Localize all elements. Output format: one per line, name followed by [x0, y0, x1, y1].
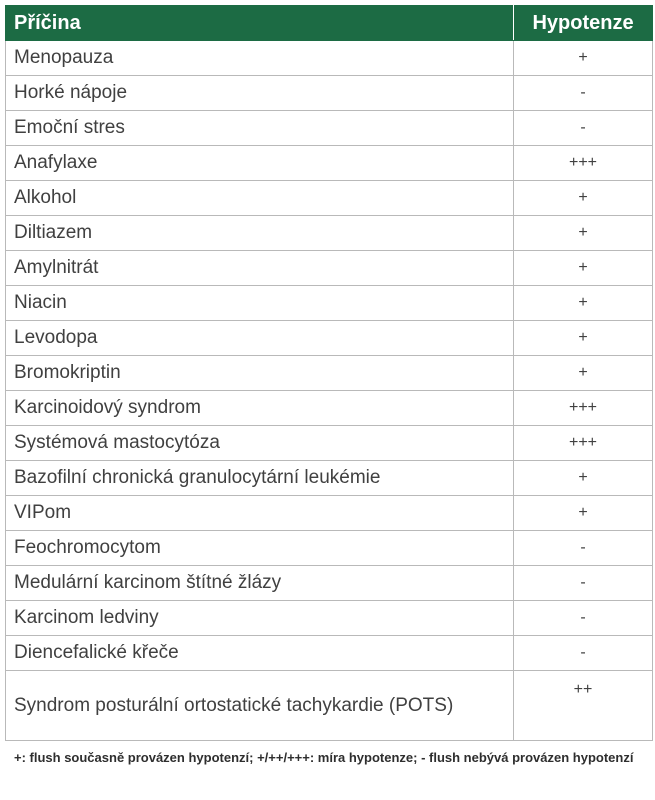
- hypotension-cell: +++: [514, 426, 653, 461]
- cause-cell: Anafylaxe: [6, 146, 514, 181]
- cause-cell: Levodopa: [6, 321, 514, 356]
- table-row: [6, 461, 653, 496]
- header-cause: Příčina: [6, 6, 514, 41]
- hypotension-cell: -: [514, 566, 653, 601]
- table-row: [6, 496, 653, 531]
- table-row: [6, 601, 653, 636]
- cause-cell: Amylnitrát: [6, 251, 514, 286]
- table-row: [6, 671, 653, 741]
- cause-cell: Diltiazem: [6, 216, 514, 251]
- hypotension-cell: -: [514, 601, 653, 636]
- hypotension-cell: +: [514, 216, 653, 251]
- table-row: [6, 76, 653, 111]
- cause-cell: Horké nápoje: [6, 76, 514, 111]
- cause-cell: Feochromocytom: [6, 531, 514, 566]
- hypotension-cell: +: [514, 496, 653, 531]
- hypotension-cell: +: [514, 41, 653, 76]
- cause-cell: Niacin: [6, 286, 514, 321]
- cause-cell: VIPom: [6, 496, 514, 531]
- table-row: [6, 566, 653, 601]
- table-row: [6, 321, 653, 356]
- cause-cell: Syndrom posturální ortostatické tachykardie (POTS): [6, 671, 514, 741]
- cause-cell: Karcinom ledviny: [6, 601, 514, 636]
- hypotension-cell: -: [514, 636, 653, 671]
- hypotension-cell: +: [514, 461, 653, 496]
- hypotension-cell: +: [514, 356, 653, 391]
- hypotension-cell: -: [514, 111, 653, 146]
- cause-cell: Bromokriptin: [6, 356, 514, 391]
- cause-cell: Medulární karcinom štítné žlázy: [6, 566, 514, 601]
- hypotension-cell: +: [514, 181, 653, 216]
- table-row: [6, 181, 653, 216]
- hypotension-cell: -: [514, 76, 653, 111]
- header-hypotension: Hypotenze: [514, 6, 653, 41]
- hypotension-cell: +: [514, 321, 653, 356]
- hypotension-cell: -: [514, 531, 653, 566]
- table-row: [6, 636, 653, 671]
- hypotension-cell: ++: [514, 671, 653, 741]
- table-row: [6, 111, 653, 146]
- cause-cell: Alkohol: [6, 181, 514, 216]
- table-row: [6, 286, 653, 321]
- table-row: [6, 356, 653, 391]
- cause-cell: Bazofilní chronická granulocytární leukémie: [6, 461, 514, 496]
- table-row: [6, 41, 653, 76]
- table-row: [6, 146, 653, 181]
- table-footnote: +: flush současně provázen hypotenzí; +/++/+++: míra hypotenze; - flush nebývá provázen hypotenzí: [14, 750, 634, 765]
- table-header-row: [6, 6, 653, 41]
- hypotension-cell: +: [514, 286, 653, 321]
- hypotension-cell: +: [514, 251, 653, 286]
- cause-cell: Systémová mastocytóza: [6, 426, 514, 461]
- table-row: [6, 391, 653, 426]
- table-row: [6, 216, 653, 251]
- hypotension-cell: +++: [514, 146, 653, 181]
- hypotension-cell: +++: [514, 391, 653, 426]
- cause-cell: Menopauza: [6, 41, 514, 76]
- table-row: [6, 251, 653, 286]
- table-row: [6, 426, 653, 461]
- flush-causes-table: [5, 5, 653, 741]
- cause-cell: Diencefalické křeče: [6, 636, 514, 671]
- cause-cell: Emoční stres: [6, 111, 514, 146]
- cause-cell: Karcinoidový syndrom: [6, 391, 514, 426]
- flush-causes-table-container: [5, 5, 652, 741]
- table-row: [6, 531, 653, 566]
